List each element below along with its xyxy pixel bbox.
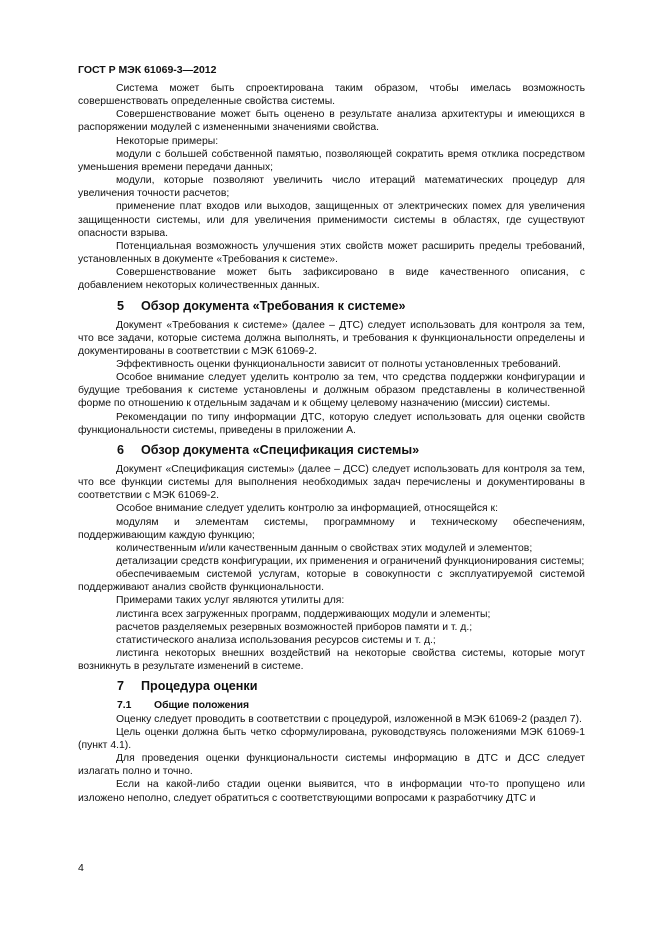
paragraph: Эффективность оценки функциональности зависит от полноты установленных требований. (116, 358, 561, 370)
section-6-heading (78, 442, 585, 458)
paragraph: Особое внимание следует уделить контролю за тем, что средства поддержки конфигурации и будущие требования к системе установлены и должным образом представлены в количественной форме по отношению к отдельным задачам и к общему целевому назначению (миссии) системы. (78, 372, 585, 410)
paragraph: Некоторые примеры: (116, 135, 219, 147)
document-body (78, 82, 585, 805)
subsection-7-1-heading (78, 699, 585, 712)
section-number: 7 (117, 679, 125, 694)
list-item: листинга некоторых внешних воздействий на некоторые свойства системы, которые могут возникнуть в результате изменений в системе. (78, 648, 585, 673)
list-item: модули с большей собственной памятью, позволяющей сократить время отклика посредством уменьшения времени передачи данных; (78, 148, 585, 173)
document-header: ГОСТ Р МЭК 61069-3—2012 (78, 64, 217, 76)
paragraph: Оценку следует проводить в соответствии с процедурой, изложенной в МЭК 61069-2 (раздел 7). (116, 713, 582, 725)
list-item: статистического анализа использования ресурсов системы и т. д.; (116, 634, 436, 646)
paragraph: Совершенствование может быть оценено в результате анализа архитектуры и имеющихся в распоряжении модулей с измененными значениями свойства. (78, 109, 585, 134)
paragraph: Если на какой-либо стадии оценки выявится, что в информации что-то пропущено или изложено неполно, следует обратиться с соответствующими вопросами к разработчику ДТС и (78, 779, 585, 804)
paragraph: Документ «Требования к системе» (далее – ДТС) следует использовать для контроля за тем, что все задачи, которые система должна выполнять, и требования к функциональности определены и документированы в соответствии с МЭК 61069-2. (78, 319, 585, 357)
list-item: расчетов разделяемых резервных возможностей приборов памяти и т. д.; (116, 621, 473, 633)
subsection-title: Общие положения (154, 700, 250, 712)
list-item: модули, которые позволяют увеличить число итераций математических процедур для увеличения точности расчетов; (78, 175, 585, 200)
paragraph: Потенциальная возможность улучшения этих свойств может расширить пределы требований, установленных в документе «Требования к системе». (78, 240, 585, 266)
section-title: Обзор документа «Требования к системе» (141, 298, 406, 313)
list-item: детализации средств конфигурации, их применения и ограничений функционирования системы; (116, 556, 585, 567)
paragraph: Цель оценки должна быть четко сформулирована, руководствуясь положениями МЭК 61069-1 (пункт 4.1). (78, 726, 585, 751)
list-item: обеспечиваемым системой услугам, которые в совокупности с эксплуатируемой системой поддерживают анализ свойств функциональности. (78, 569, 585, 594)
list-item: применение плат входов или выходов, защищенных от электрических помех для увеличения защищенности системы, или для увеличения применимости системы в областях, где существуют опасности взрыва. (78, 201, 585, 239)
list-item: листинга всех загруженных программ, поддерживающих модули и элементы; (116, 608, 491, 620)
section-5-heading (78, 298, 585, 314)
paragraph: Особое внимание следует уделить контролю за информацией, относящейся к: (116, 503, 498, 515)
section-7-heading (78, 678, 585, 694)
paragraph: Документ «Спецификация системы» (далее – ДСС) следует использовать для контроля за тем, что все функции системы для выполнения необходимых задач перечислены и документированы в соответствии с МЭК 61069-2. (78, 463, 585, 502)
paragraph: Совершенствование может быть зафиксировано в виде качественного описания, с добавлением некоторых количественных данных. (78, 267, 585, 292)
paragraph: Для проведения оценки функциональности системы информацию в ДТС и ДСС следует излагать полно и точно. (78, 753, 585, 778)
subsection-number: 7.1 (117, 700, 132, 712)
section-title: Обзор документа «Спецификация системы» (141, 442, 420, 457)
section-number: 6 (117, 442, 125, 457)
paragraph: Система может быть спроектирована таким образом, чтобы имелась возможность совершенствовать определенные свойства системы. (78, 83, 585, 108)
list-item: количественным и/или качественным данным о свойствах этих модулей и элементов; (116, 542, 533, 554)
section-number: 5 (117, 298, 125, 313)
section-title: Процедура оценки (141, 679, 258, 694)
page-number: 4 (78, 862, 84, 874)
list-item: модулям и элементам системы, программному и техническому обеспечениям, поддерживающим каждую функцию; (78, 516, 585, 541)
paragraph: Примерами таких услуг являются утилиты для: (116, 595, 345, 607)
paragraph: Рекомендации по типу информации ДТС, которую следует использовать для оценки свойств функциональности системы, приведены в приложении А. (78, 411, 585, 436)
